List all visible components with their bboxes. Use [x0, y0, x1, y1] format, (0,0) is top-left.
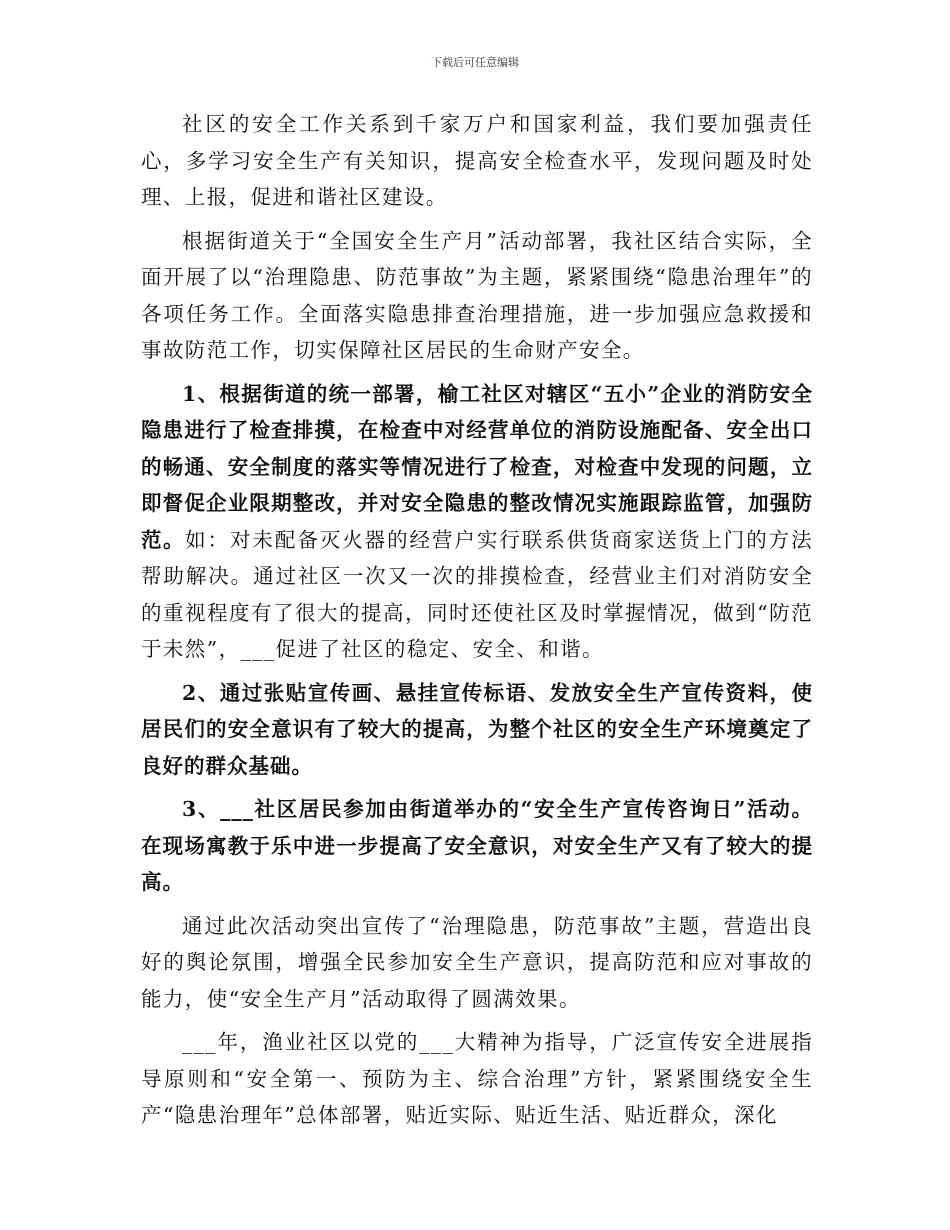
document-body — [141, 106, 813, 1141]
paragraph-text: 通过此次活动突出宣传了“治理隐患，防范事故”主题，营造出良好的舆论氛围，增强全民参加安全生产意识，提高防范和应对事故的能力，使“安全生产月”活动取得了圆满效果。 — [141, 913, 813, 1011]
page-header-note: 下载后可任意编辑 — [431, 56, 519, 69]
paragraph-text: 根据街道关于“全国安全生产月”活动部署，我社区结合实际，全面开展了以“治理隐患、防范事故”为主题，紧紧围绕“隐患治理年”的各项任务工作。全面落实隐患排查治理措施，进一步加强应急救援和事故防范工作，切实保障社区居民的生命财产安全。 — [141, 228, 813, 362]
paragraph-text: ___年，渔业社区以党的___大精神为指导，广泛宣传安全进展指导原则和“安全第一、预防为主、综合治理”方针，紧紧围绕安全生产“隐患治理年”总体部署，贴近实际、贴近生活、贴近群众，深化 — [141, 1030, 813, 1127]
paragraph-item-1 — [141, 376, 813, 668]
paragraph-bold-text: 2、通过张贴宣传画、悬挂宣传标语、发放安全生产宣传资料，使居民们的安全意识有了较大的提高，为整个社区的安全生产环境奠定了良好的群众基础。 — [141, 680, 813, 778]
paragraph-intro — [141, 106, 813, 216]
paragraph-bold-text: 3、___社区居民参加由街道举办的“安全生产宣传咨询日”活动。在现场寓教于乐中进一步提高了安全意识，对安全生产又有了较大的提高。 — [141, 797, 813, 894]
paragraph-item-2 — [141, 675, 813, 785]
paragraph-text: 社区的安全工作关系到千家万户和国家利益，我们要加强责任心，多学习安全生产有关知识，提高安全检查水平，发现问题及时处理、上报，促进和谐社区建设。 — [141, 112, 813, 209]
paragraph-bold-text: 1、根据街道的统一部署，榆工社区对辖区“五小”企业的消防安全隐患进行了检查排摸，在检查中对经营单位的消防设施配备、安全出口的畅通、安全制度的落实等情况进行了检查，对检查中发现的问题，立即督促企业限期整改，并对安全隐患的整改情况实施跟踪监管，加强防范。 — [141, 381, 813, 552]
paragraph-item-3 — [141, 791, 813, 901]
paragraph-summary — [141, 908, 813, 1018]
paragraph-text: 如：对未配备灭火器的经营户实行联系供货商家送货上门的方法帮助解决。通过社区一次又一次的排摸检查，经营业主们对消防安全的重视程度有了很大的提高，同时还使社区及时掌握情况，做到“防范于未然”，___促进了社区的稳定、安全、和谐。 — [141, 527, 813, 661]
paragraph-next-section — [141, 1024, 813, 1134]
paragraph-background — [141, 223, 813, 369]
